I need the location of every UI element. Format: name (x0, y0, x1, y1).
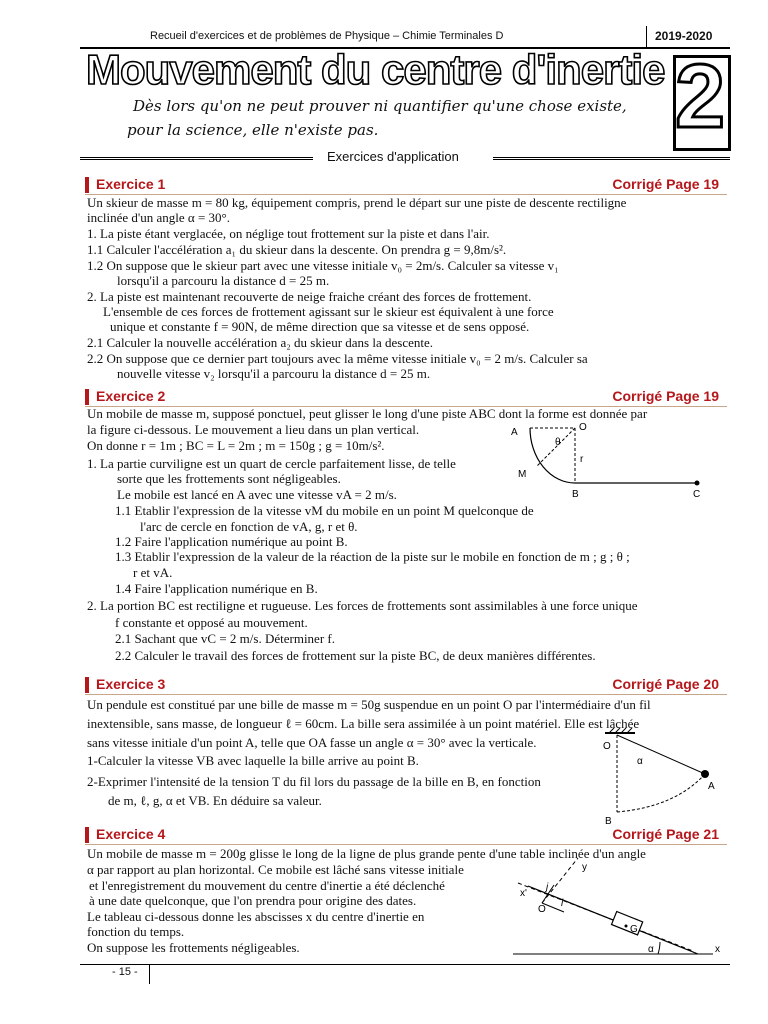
angle-arc (658, 942, 660, 954)
ex3-line: 1-Calculer la vitesse VB avec laquelle la bille arrive au point B. (87, 753, 419, 768)
school-year: 2019-2020 (655, 29, 713, 43)
ex2-line: On donne r = 1m ; BC = L = 2m ; m = 150g ; g = 10m/s². (87, 438, 385, 453)
exercise-3-header (85, 676, 727, 695)
exercise-4-title: Exercice 4 (96, 826, 166, 842)
y-axis (542, 858, 578, 903)
label-o: O (538, 904, 546, 915)
label-o: O (579, 422, 587, 433)
section-rule-right (493, 157, 730, 160)
footer-rule (80, 964, 730, 965)
point-c (695, 481, 700, 486)
ex1-line: 2.2 On suppose que ce dernier part toujours avec la même vitesse initiale v₀ = 2 m/s. Calculer sa (87, 351, 588, 366)
track-abc-figure (505, 418, 720, 503)
label-a: A (708, 781, 715, 792)
ex4-line: Le tableau ci-dessous donne les abscisses x du centre d'inertie en (87, 909, 425, 924)
mobile-block (612, 912, 643, 935)
center-g (625, 925, 628, 928)
ex1-line: Un skieur de masse m = 80 kg, équipement compris, prend le départ sur une piste de descente rectiligne (87, 195, 627, 210)
ex1-line: nouvelle vitesse v₂ lorsqu'il a parcouru la distance d = 25 m. (117, 366, 431, 381)
exercise-1-title: Exercice 1 (96, 176, 166, 192)
ex2-line: 1.3 Etablir l'expression de la valeur de la réaction de la piste sur le mobile en fonction de m ; g ; θ ; (115, 549, 630, 564)
label-alpha: α (648, 944, 654, 955)
ex4-line: et l'enregistrement du mouvement du centre d'inertie a été déclenché (89, 878, 445, 893)
pendulum-arc (617, 774, 705, 812)
exercise-2-header (85, 388, 727, 407)
label-b: B (605, 816, 612, 827)
section-rule-left (80, 157, 313, 160)
ex1-line: 1. La piste étant verglacée, on néglige tout frottement sur la piste et dans l'air. (87, 226, 490, 241)
collection-title: Recueil d'exercices et de problèmes de Physique – Chimie Terminales D (150, 30, 504, 42)
label-theta: θ (555, 437, 561, 448)
exercise-4-header (85, 826, 727, 845)
pendulum-string (617, 735, 705, 774)
quote-line-2: pour la science, elle n'existe pas. (127, 121, 379, 139)
ex3-line: inextensible, sans masse, de longueur ℓ = 60cm. La bille sera assimilée à un point matériel. Elle est lâchée (87, 716, 640, 731)
exercise-2-title: Exercice 2 (96, 388, 166, 404)
quote-line-1: Dès lors qu'on ne peut prouver ni quantifier qu'une chose existe, (133, 97, 627, 115)
exercise-1-header (85, 176, 727, 195)
ex1-line: inclinée d'un angle α = 30°. (87, 210, 230, 225)
footer-separator (149, 964, 150, 984)
label-a: A (511, 427, 518, 438)
label-o: O (603, 741, 611, 752)
label-j: j (546, 882, 549, 893)
ex1-line: 2. La piste est maintenant recouverte de neige fraiche créant des forces de frottement. (87, 289, 532, 304)
exercise-1-corrige: Corrigé Page 19 (612, 176, 719, 192)
label-r: r (580, 454, 584, 465)
quarter-circle-arc (530, 428, 575, 483)
label-y: y (582, 862, 587, 873)
exercise-4-corrige: Corrigé Page 21 (612, 826, 719, 842)
chapter-number: 2 (674, 47, 726, 147)
ex1-line: L'ensemble de ces forces de frottement agissant sur le skieur est équivalent à une force (103, 304, 554, 319)
ex2-line: 2.1 Sachant que vC = 2 m/s. Déterminer f. (115, 631, 335, 646)
ex2-line: 1.4 Faire l'application numérique en B. (115, 581, 318, 596)
ex3-line: de m, ℓ, g, α et VB. En déduire sa valeur. (108, 793, 322, 808)
ex1-line: 2.1 Calculer la nouvelle accélération a₂ du skieur dans la descente. (87, 335, 433, 350)
x-axis (518, 883, 693, 951)
ex2-line: 2. La portion BC est rectiligne et rugueuse. Les forces de frottements sont assimilables à une force unique (87, 598, 638, 613)
ex3-line: 2-Exprimer l'intensité de la tension T du fil lors du passage de la bille en B, en fonction (87, 774, 541, 789)
label-m: M (518, 469, 527, 480)
label-alpha: α (637, 756, 643, 767)
ex2-line: 1. La partie curviligne est un quart de cercle parfaitement lisse, de telle (87, 456, 456, 471)
ex2-line: r et vA. (133, 565, 173, 580)
header-separator (646, 26, 647, 48)
label-x-prime: x' (520, 888, 527, 899)
ex2-line: l'arc de cercle en fonction de vA, g, r et θ. (140, 519, 358, 534)
ex2-line: 1.2 Faire l'application numérique au point B. (115, 534, 348, 549)
page-number: - 15 - (112, 966, 138, 978)
exercise-marker (85, 677, 89, 693)
ex2-line: la figure ci-dessous. Le mouvement a lieu dans un plan vertical. (87, 422, 420, 437)
label-x: x (715, 944, 720, 955)
ex2-line: 1.1 Etablir l'expression de la vitesse vM du mobile en un point M quelconque de (115, 503, 534, 518)
exercise-3-title: Exercice 3 (96, 676, 166, 692)
chapter-title: Mouvement du centre d'inertie (86, 46, 665, 93)
label-c: C (693, 489, 701, 500)
exercise-marker (85, 389, 89, 405)
block-body (612, 912, 643, 935)
ex4-line: à une date quelconque, que l'on prendra pour origine des dates. (89, 893, 417, 908)
pendulum-figure (595, 727, 725, 827)
exercise-marker (85, 177, 89, 193)
label-g: G (630, 924, 638, 935)
ex1-line: 1.2 On suppose que le skieur part avec une vitesse initiale v₀ = 2m/s. Calculer sa vitesse v₁ (87, 258, 559, 273)
ex4-line: α par rapport au plan horizontal. Ce mobile est lâché sans vitesse initiale (87, 862, 464, 877)
exercise-3-corrige: Corrigé Page 20 (612, 676, 719, 692)
inclined-plane-figure (508, 858, 728, 960)
section-title: Exercices d'application (327, 149, 459, 164)
ex2-line: 2.2 Calculer le travail des forces de frottement sur la piste BC, de deux manières différentes. (115, 648, 596, 663)
ex2-line: Le mobile est lancé en A avec une vitesse vA = 2 m/s. (117, 487, 397, 502)
ex1-line: 1.1 Calculer l'accélération a₁ du skieur dans la descente. On prendra g = 9,8m/s². (87, 242, 507, 257)
ex1-line: lorsqu'il a parcouru la distance d = 25 m. (117, 273, 330, 288)
ex3-line: sans vitesse initiale d'un point A, telle que OA fasse un angle α = 30° avec la verticale. (87, 735, 537, 750)
ex2-line: f constante et opposé au mouvement. (115, 615, 308, 630)
ex3-line: Un pendule est constitué par une bille de masse m = 50g suspendue en un point O par l'intermédiaire d'un fil (87, 697, 651, 712)
ex1-line: unique et constante f = 90N, de même direction que sa vitesse et de sens opposé. (110, 319, 530, 334)
ex2-line: Un mobile de masse m, supposé ponctuel, peut glisser le long d'une piste ABC dont la forme est donnée par (87, 406, 648, 421)
exercise-2-corrige: Corrigé Page 19 (612, 388, 719, 404)
ex4-line: On suppose les frottements négligeables. (87, 940, 300, 955)
label-i: i (561, 898, 564, 909)
exercise-marker (85, 827, 89, 843)
bille (701, 770, 709, 778)
ex4-line: fonction du temps. (87, 924, 185, 939)
ex4-line: Un mobile de masse m = 200g glisse le long de la ligne de plus grande pente d'une table inclinée d'un angle (87, 846, 646, 861)
label-b: B (572, 489, 579, 500)
ex2-line: sorte que les frottements sont négligeables. (117, 471, 341, 486)
